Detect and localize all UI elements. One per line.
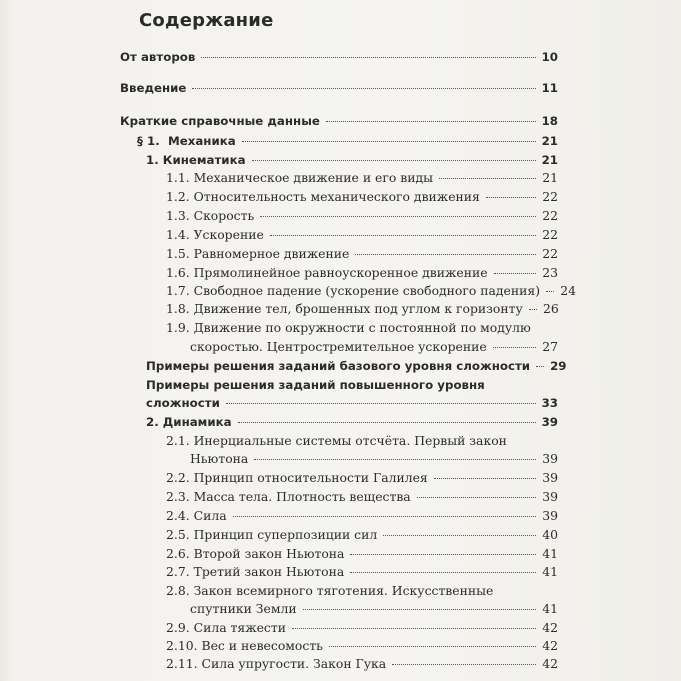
toc-entry-page: 10 [541,50,558,64]
toc-entry-title: Механика [168,134,236,148]
toc-entry-title: Примеры решения заданий базового уровня сложности [146,359,531,373]
toc-entry-2-1-first-line: 2.1. Инерциальные системы отсчёта. Первый закон [166,433,507,448]
toc-entry-title: 2.2. Принцип относительности Галилея [166,470,428,485]
toc-entry-page: 41 [542,601,558,616]
toc-entry-title: 2.3. Масса тела. Плотность вещества [166,489,411,504]
toc-entry-page: 39 [542,451,558,466]
toc-entry-title: спутники Земли [190,601,297,616]
toc-entry-page: 27 [542,339,558,354]
dot-leader [201,57,535,58]
toc-entry-page: 21 [542,170,558,185]
dot-leader [350,572,536,573]
toc-entry-page: 26 [543,301,559,316]
toc-entry-page: 29 [550,359,567,373]
toc-entry-2-8-first-line: 2.8. Закон всемирного тяготения. Искусственные [166,583,494,598]
toc-entry-page: 22 [542,246,558,261]
toc-entry-title: 1.1. Механическое движение и его виды [166,170,433,185]
toc-entry-title: 2.4. Сила [166,508,227,523]
toc-entry-title: 1.3. Скорость [166,208,255,223]
toc-entry-page: 42 [542,620,558,635]
toc-entry-page: 41 [542,564,558,579]
toc-entry-spravka [120,113,558,129]
dot-leader [434,478,536,479]
toc-entry-title: 1.8. Движение тел, брошенных под углом к горизонту [166,301,523,316]
dot-leader [329,646,536,647]
toc-entry-ot-avtorov [120,49,558,65]
toc-entry-1-5 [166,246,558,262]
toc-entry-page: 41 [542,546,558,561]
toc-entry-page: 11 [541,81,558,95]
toc-entry-title: 2.9. Сила тяжести [166,620,286,635]
toc-entry-title: 2.7. Третий закон Ньютона [166,564,345,579]
toc-entry-1-2 [166,189,558,205]
page-title: Содержание [139,10,274,31]
dot-leader [292,628,536,629]
toc-entry-page: 39 [542,508,558,523]
dot-leader [355,254,536,255]
toc-entry-1-6 [166,265,558,281]
toc-entry-2-7 [166,564,558,580]
toc-entry-page: 42 [542,638,558,653]
toc-entry-2-9 [166,620,558,636]
toc-entry-title: 1.2. Относительность механического движения [166,189,480,204]
toc-entry-1-4 [166,227,558,243]
toc-entry-title: сложности [146,396,220,410]
toc-entry-title: 2. Динамика [146,415,232,429]
toc-entry-1-9-first-line: 1.9. Движение по окружности с постоянной по модулю [166,320,531,335]
toc-entry-page: 22 [542,189,558,204]
dot-leader [494,273,536,274]
toc-entry-page: 40 [542,527,558,542]
toc-entry-1-7 [166,283,577,299]
toc-entry-2-11 [166,656,558,672]
toc-entry-kinematika [146,152,558,168]
toc-entry-title: 1.5. Равномерное движение [166,246,350,261]
toc-entry-vvedenie [120,80,558,96]
toc-entry-2-4 [166,508,558,524]
toc-entry-title: 2.6. Второй закон Ньютона [166,546,345,561]
toc-entry-title: 1. Кинематика [146,153,246,167]
dot-leader [254,459,536,460]
dot-leader [493,347,536,348]
toc-entry-1-3 [166,208,558,224]
toc-entry-1-8 [166,301,558,317]
toc-entry-title: скоростью. Центростремительное ускорение [190,339,487,354]
toc-entry-page: 24 [560,283,577,298]
dot-leader [226,403,536,404]
toc-entry-dinamika [146,414,558,430]
toc-entry-page: 22 [542,208,558,223]
dot-leader [270,235,536,236]
toc-entry-title: 2.5. Принцип суперпозиции сил [166,527,378,542]
toc-entry-title: 1.7. Свободное падение (ускорение свободного падения) [166,283,541,298]
toc-entry-2-1 [190,451,558,467]
toc-entry-2-5 [166,527,558,543]
toc-entry-2-2 [166,470,558,486]
toc-entry-page: 23 [542,265,558,280]
toc-entry-1-1 [166,170,558,186]
toc-entry-examples-advanced-first-line: Примеры решения заданий повышенного уровня [146,378,485,392]
toc-entry-title: От авторов [120,50,196,64]
dot-leader [326,121,536,122]
dot-leader [529,309,537,310]
toc-entry-2-10 [166,638,558,654]
toc-entry-page: 39 [541,415,558,429]
toc-entry-1-9 [190,339,558,355]
toc-entry-page: 42 [542,656,558,671]
toc-entry-title: Ньютона [190,451,249,466]
toc-entry-title: 2.10. Вес и невесомость [166,638,323,653]
toc-entry-title: 2.11. Сила упругости. Закон Гука [166,656,387,671]
toc-entry-examples-basic [146,358,567,374]
toc-entry-title: Введение [120,81,187,95]
toc-entry-2-3 [166,489,558,505]
dot-leader [536,366,544,367]
toc-entry-page: 18 [541,114,558,128]
dot-leader [242,141,536,142]
section-number: § 1. [137,134,160,148]
toc-entry-title: 1.6. Прямолинейное равноускоренное движение [166,265,488,280]
toc-entry-page: 39 [542,489,558,504]
dot-leader [233,516,536,517]
toc-entry-page: 21 [541,134,558,148]
toc-entry-page: 33 [541,396,558,410]
dot-leader [486,197,536,198]
toc-entry-section-1 [137,133,558,149]
toc-entry-examples-advanced [146,395,558,411]
dot-leader [192,88,535,89]
toc-entry-page: 39 [542,470,558,485]
dot-leader [546,291,554,292]
dot-leader [383,535,536,536]
dot-leader [252,160,536,161]
dot-leader [303,609,536,610]
toc-entry-page: 22 [542,227,558,242]
dot-leader [260,216,536,217]
dot-leader [417,497,536,498]
toc-entry-page: 21 [541,153,558,167]
toc-entry-2-6 [166,546,558,562]
toc-entry-title: Краткие справочные данные [120,114,320,128]
dot-leader [392,664,536,665]
toc-entry-title: 1.4. Ускорение [166,227,264,242]
dot-leader [439,178,536,179]
dot-leader [350,554,536,555]
toc-entry-2-8 [190,601,558,617]
dot-leader [238,422,536,423]
